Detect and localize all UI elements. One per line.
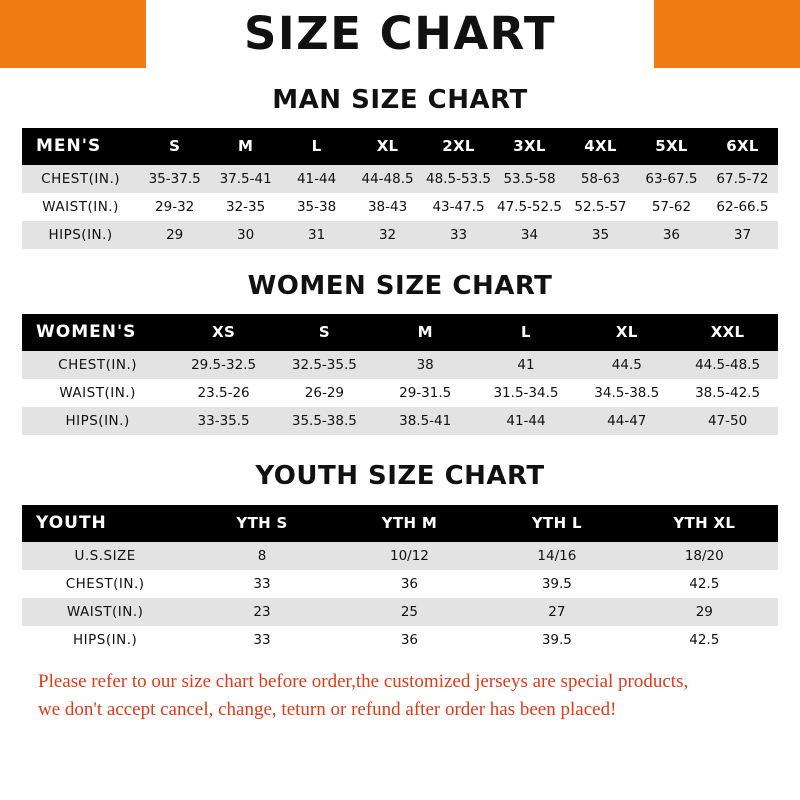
cell: 41-44 <box>506 413 546 429</box>
cell: 38 <box>416 357 434 373</box>
cell: 57-62 <box>651 199 692 215</box>
col-header-xxl: XXL <box>710 323 745 341</box>
cell: 29 <box>166 227 184 243</box>
col-header-3xl: 3XL <box>513 137 546 155</box>
cell: 29 <box>695 604 713 620</box>
cell: 32-35 <box>226 199 266 215</box>
table-row <box>22 570 778 598</box>
cell: 35-37.5 <box>148 171 201 187</box>
cell: 47.5-52.5 <box>497 199 562 215</box>
row-label-chest: CHEST(IN.) <box>58 357 137 373</box>
content-area <box>0 85 800 723</box>
cell: 63-67.5 <box>645 171 698 187</box>
col-header-womens: WOMEN'S <box>36 322 137 342</box>
row-label-waist: WAIST(IN.) <box>42 199 119 215</box>
cell: 44-48.5 <box>361 171 414 187</box>
table-row <box>22 407 778 435</box>
cell: 52.5-57 <box>574 199 627 215</box>
cell: 67.5-72 <box>716 171 769 187</box>
cell: 27 <box>548 604 566 620</box>
col-header-5xl: 5XL <box>655 137 688 155</box>
cell: 41-44 <box>296 171 337 187</box>
cell: 42.5 <box>689 576 720 592</box>
row-label-chest: CHEST(IN.) <box>41 171 120 187</box>
cell: 53.5-58 <box>503 171 556 187</box>
table-header-row <box>22 314 778 351</box>
col-header-s: S <box>318 323 330 341</box>
col-header-l: L <box>311 137 322 155</box>
cell: 14/16 <box>537 548 577 564</box>
cell: 38.5-42.5 <box>695 385 761 401</box>
cell: 8 <box>257 548 267 564</box>
cell: 42.5 <box>689 632 720 648</box>
cell: 18/20 <box>684 548 724 564</box>
cell: 58-63 <box>580 171 621 187</box>
row-label-hips: HIPS(IN.) <box>65 413 130 429</box>
cell: 29-31.5 <box>399 385 452 401</box>
cell: 25 <box>400 604 419 620</box>
cell: 37 <box>733 227 752 243</box>
col-header-l: L <box>521 323 531 341</box>
youth-section-title: YOUTH SIZE CHART <box>255 461 545 491</box>
table-row <box>22 165 778 193</box>
women-size-table <box>22 314 778 435</box>
col-header-m: M <box>238 137 254 155</box>
col-header-yth-xl: YTH XL <box>673 514 736 532</box>
cell: 23 <box>253 604 271 620</box>
cell: 34.5-38.5 <box>594 385 660 401</box>
cell: 35.5-38.5 <box>291 413 357 429</box>
cell: 39.5 <box>541 632 572 648</box>
table-row <box>22 221 778 249</box>
table-row <box>22 626 778 654</box>
col-header-s: S <box>169 137 181 155</box>
cell: 23.5-26 <box>197 385 250 401</box>
row-label-hips: HIPS(IN.) <box>73 632 138 648</box>
cell: 30 <box>237 227 255 243</box>
cell: 44-47 <box>607 413 647 429</box>
row-label-us-size: U.S.SIZE <box>74 548 136 564</box>
cell: 36 <box>400 576 419 592</box>
cell: 39.5 <box>541 576 572 592</box>
cell: 29.5-32.5 <box>191 357 257 373</box>
cell: 35 <box>591 227 610 243</box>
cell: 32.5-35.5 <box>291 357 357 373</box>
row-label-waist: WAIST(IN.) <box>59 385 136 401</box>
cell: 10/12 <box>389 548 429 564</box>
man-size-table <box>22 128 778 249</box>
footer-note-line1: Please refer to our size chart before order,the customized jerseys are special products, <box>38 671 689 692</box>
row-label-chest: CHEST(IN.) <box>65 576 145 592</box>
cell: 47-50 <box>707 413 748 429</box>
cell: 48.5-53.5 <box>426 171 492 187</box>
man-section-title: MAN SIZE CHART <box>272 85 528 115</box>
cell: 41 <box>517 357 535 373</box>
cell: 44.5 <box>611 357 642 373</box>
page-title: SIZE CHART <box>243 6 557 60</box>
header-banner <box>0 0 800 68</box>
col-header-yth-s: YTH S <box>236 514 288 532</box>
table-row <box>22 598 778 626</box>
row-label-waist: WAIST(IN.) <box>66 604 144 620</box>
cell: 26-29 <box>304 385 344 401</box>
cell: 37.5-41 <box>219 171 272 187</box>
table-header-row <box>22 128 778 165</box>
cell: 35-38 <box>296 199 337 215</box>
col-header-2xl: 2XL <box>442 137 475 155</box>
table-header-row <box>22 505 778 542</box>
col-header-yth-m: YTH M <box>381 514 438 532</box>
cell: 43-47.5 <box>432 199 485 215</box>
table-row <box>22 193 778 221</box>
col-header-m: M <box>417 323 433 341</box>
col-header-xl: XL <box>615 323 638 341</box>
cell: 38.5-41 <box>399 413 452 429</box>
col-header-4xl: 4XL <box>584 137 617 155</box>
cell: 36 <box>662 227 681 243</box>
col-header-xl: XL <box>376 137 399 155</box>
cell: 38-43 <box>367 199 408 215</box>
table-row <box>22 542 778 570</box>
cell: 36 <box>400 632 419 648</box>
women-section-title: WOMEN SIZE CHART <box>247 271 553 301</box>
cell: 62-66.5 <box>716 199 769 215</box>
cell: 33 <box>253 632 271 648</box>
cell: 33 <box>449 227 468 243</box>
col-header-youth: YOUTH <box>36 513 107 533</box>
cell: 44.5-48.5 <box>695 357 761 373</box>
footer-note-line2: we don't accept cancel, change, teturn or refund after order has been placed! <box>38 698 617 720</box>
col-header-mens: MEN'S <box>36 136 102 156</box>
footer-note <box>22 668 778 723</box>
col-header-yth-l: YTH L <box>531 514 582 532</box>
cell: 34 <box>520 227 539 243</box>
col-header-6xl: 6XL <box>726 137 759 155</box>
cell: 31.5-34.5 <box>493 385 559 401</box>
youth-size-table <box>22 505 778 654</box>
cell: 29-32 <box>155 199 195 215</box>
cell: 33 <box>253 576 271 592</box>
cell: 32 <box>378 227 397 243</box>
cell: 33-35.5 <box>197 413 250 429</box>
table-row <box>22 379 778 407</box>
col-header-xs: XS <box>212 323 236 341</box>
table-row <box>22 351 778 379</box>
cell: 31 <box>308 227 326 243</box>
row-label-hips: HIPS(IN.) <box>48 227 113 243</box>
